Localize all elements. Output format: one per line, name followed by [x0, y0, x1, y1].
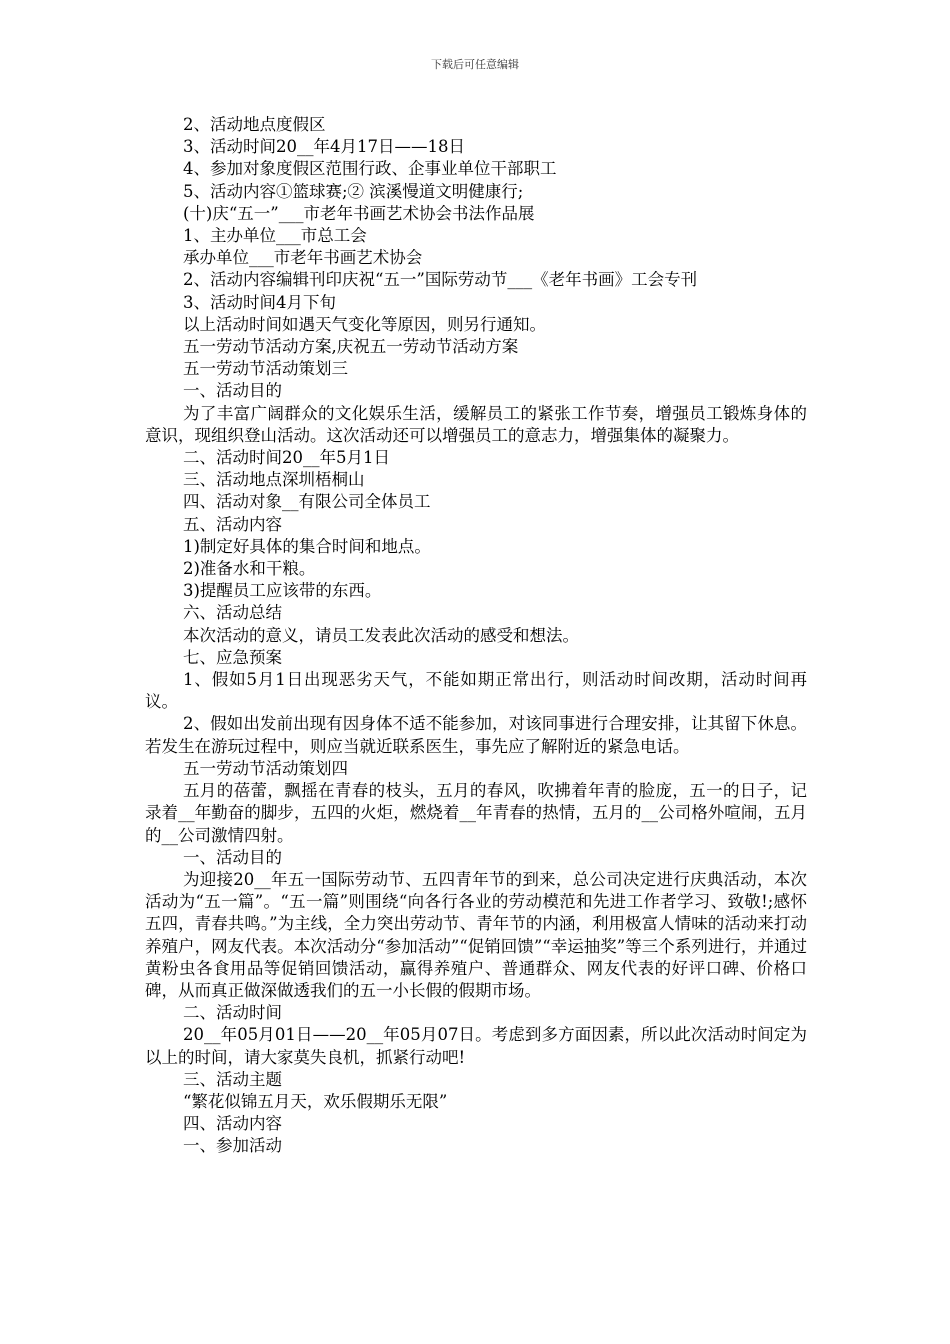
- paragraph: 1、假如5月1日出现恶劣天气，不能如期正常出行，则活动时间改期，活动时间再议。: [145, 670, 807, 712]
- paragraph: 二、活动时间: [183, 1003, 282, 1023]
- paragraph: 一、参加活动: [183, 1136, 282, 1156]
- paragraph: 3、活动时间20__年4月17日——18日: [183, 137, 465, 157]
- paragraph: 二、活动时间20__年5月1日: [183, 448, 390, 468]
- paragraph: 五一劳动节活动策划三: [183, 359, 348, 379]
- paragraph: (十)庆“五一”___市老年书画艺术协会书法作品展: [183, 203, 535, 223]
- paragraph: 1)制定好具体的集合时间和地点。: [183, 536, 431, 556]
- paragraph: 20__年05月01日——20__年05月07日。考虑到多方面因素，所以此次活动时间定为以上的时间，请大家莫失良机，抓紧行动吧!: [145, 1025, 807, 1067]
- paragraph: 3、活动时间4月下旬: [183, 292, 336, 312]
- paragraph: 为了丰富广阔群众的文化娱乐生活，缓解员工的紧张工作节奏，增强员工锻炼身体的意识，现组织登山活动。这次活动还可以增强员工的意志力，增强集体的凝聚力。: [145, 403, 807, 445]
- paragraph: 五一劳动节活动方案,庆祝五一劳动节活动方案: [183, 337, 519, 357]
- paragraph: 承办单位___市老年书画艺术协会: [183, 248, 423, 268]
- paragraph: 1、主办单位___市总工会: [183, 226, 367, 246]
- paragraph: 2、活动内容编辑刊印庆祝“五一”国际劳动节___《老年书画》工会专刊: [183, 270, 698, 290]
- paragraph: 四、活动内容: [183, 1114, 282, 1134]
- document-body: [145, 114, 807, 1158]
- paragraph: “繁花似锦五月天，欢乐假期乐无限”: [183, 1091, 448, 1111]
- paragraph: 2、活动地点度假区: [183, 115, 326, 134]
- paragraph: 五月的蓓蕾，飘摇在青春的枝头，五月的春风，吹拂着年青的脸庞，五一的日子，记录着__年勤奋的脚步，五四的火炬，燃烧着__年青春的热情，五月的__公司格外喧闹，五月的__公司激情四射。: [145, 781, 807, 845]
- paragraph: 3)提醒员工应该带的东西。: [183, 581, 382, 601]
- paragraph: 六、活动总结: [183, 603, 282, 623]
- paragraph: 三、活动地点深圳梧桐山: [183, 470, 365, 490]
- paragraph: 5、活动内容①篮球赛;② 滨溪慢道文明健康行;: [183, 181, 524, 201]
- paragraph: 以上活动时间如遇天气变化等原因，则另行通知。: [183, 314, 546, 334]
- paragraph: 为迎接20__年五一国际劳动节、五四青年节的到来，总公司决定进行庆典活动，本次活动为“五一篇”。“五一篇”则围绕“向各行各业的劳动模范和先进工作者学习、致敬!;感怀五四，青春共鸣。”为主线，全力突出劳动节、青年节的内涵，利用极富人情味的活动来打动养殖户，网友代表。本次活动分“参加活动”“促销回馈”“幸运抽奖”等三个系列进行，并通过黄粉虫各食用品等促销回馈活动，赢得养殖户、普通群众、网友代表的好评口碑、价格口碑，从而真正做深做透我们的五一小长假的假期市场。: [145, 869, 807, 1000]
- paragraph: 五一劳动节活动策划四: [183, 758, 348, 778]
- paragraph: 五、活动内容: [183, 514, 282, 534]
- paragraph: 七、应急预案: [183, 647, 282, 667]
- paragraph: 4、参加对象度假区范围行政、企事业单位干部职工: [183, 159, 557, 179]
- page-header: 下载后可任意编辑: [431, 58, 519, 71]
- paragraph: 2)准备水和干粮。: [183, 559, 316, 579]
- paragraph: 一、活动目的: [183, 381, 282, 401]
- paragraph: 2、假如出发前出现有因身体不适不能参加，对该同事进行合理安排，让其留下休息。若发生在游玩过程中，则应当就近联系医生，事先应了解附近的紧急电话。: [145, 714, 807, 756]
- paragraph: 三、活动主题: [183, 1069, 282, 1089]
- paragraph: 一、活动目的: [183, 847, 282, 867]
- paragraph: 本次活动的意义，请员工发表此次活动的感受和想法。: [183, 625, 579, 645]
- paragraph: 四、活动对象__有限公司全体员工: [183, 492, 431, 512]
